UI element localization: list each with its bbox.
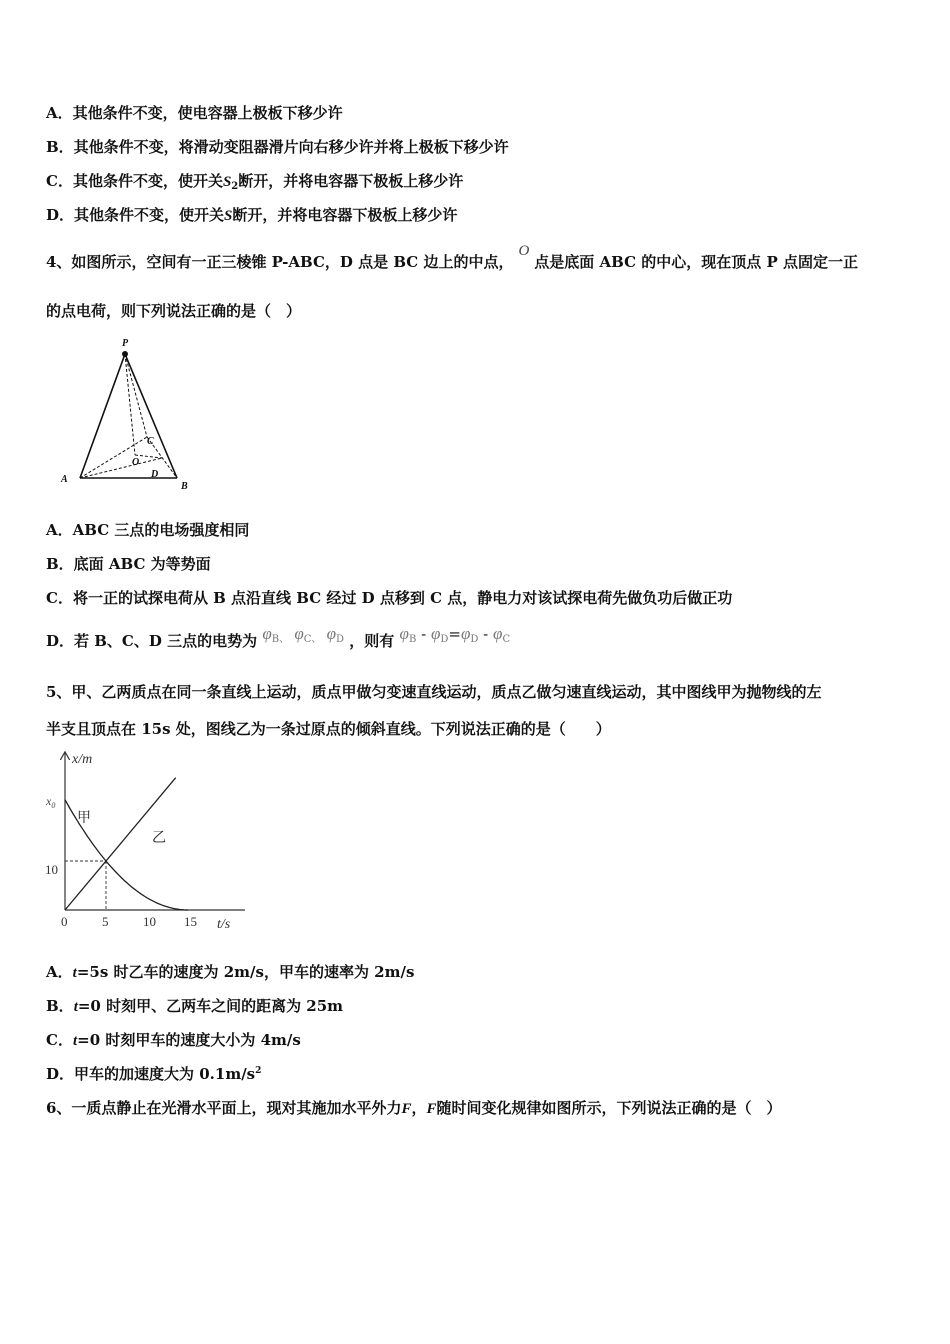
q5-stem-line1: 5、甲、乙两质点在同一条直线上运动，质点甲做匀变速直线运动，质点乙做匀速直线运动，其中图线甲为抛物线的左 (46, 683, 822, 701)
x-tick-label: 0 (61, 914, 68, 929)
q5-stem-line2: 半支且顶点在 15s 处，图线乙为一条过原点的倾斜直线。下列说法正确的是（ ） (46, 720, 611, 738)
q5-option-a: A．t=5s 时乙车的速度为 2m/s，甲车的速率为 2m/s (46, 963, 415, 981)
x-axis-label: t/s (217, 917, 231, 932)
q5-option-b: B．t=0 时刻甲、乙两车之间的距离为 25m (46, 997, 344, 1015)
series-yi-label: 乙 (152, 831, 166, 846)
q6-stem: 6、一质点静止在光滑水平面上，现对其施加水平外力F，F随时间变化规律如图所示，下列说法正确的是（ ） (46, 1099, 782, 1117)
q3-option-d: D．其他条件不变，使开关S断开，并将电容器下极板上移少许 (46, 206, 458, 224)
q4-option-b: B．底面 ABC 为等势面 (46, 555, 211, 573)
q4-stem-line2: 的点电荷，则下列说法正确的是（ ） (46, 302, 302, 320)
q4-stem-line1: 4、如图所示，空间有一正三棱锥 P-ABC，D 点是 BC 边上的中点，O点是底面 ABC 的中心，现在顶点 P 点固定一正 (46, 243, 858, 271)
label-d: D (151, 469, 159, 480)
x0-label: $x_0$ (46, 794, 56, 810)
q3-option-a: A．其他条件不变，使电容器上极板下移少许 (46, 104, 343, 122)
q4-option-d: D．若 B、C、D 三点的电势为 $\varphi_{B、}$ $\varphi_{C、}$ $\varphi_D$ ，则有 $\varphi_B - \varphi_D=\varphi_D - \varphi_C$ (46, 624, 511, 650)
q4-option-c: C．将一正的试探电荷从 B 点沿直线 BC 经过 D 点移到 C 点，静电力对该试探电荷先做负功后做正功 (46, 589, 733, 607)
x-tick-label: 15 (184, 914, 197, 929)
q5-option-c: C．t=0 时刻甲车的速度大小为 4m/s (46, 1031, 301, 1049)
q5-option-d: D．甲车的加速度大为 $0.1m/s^2$ (46, 1065, 262, 1083)
label-c: C (147, 436, 154, 447)
pyramid-figure (55, 335, 205, 495)
y-tick-10: 10 (45, 862, 58, 877)
q3-option-b: B．其他条件不变，将滑动变阻器滑片向右移少许并将上极板下移少许 (46, 138, 509, 156)
x-tick-label: 10 (143, 914, 156, 929)
q3-option-c: C．其他条件不变，使开关$S_2$断开，并将电容器下极板上移少许 (46, 172, 464, 192)
xt-graph (40, 745, 260, 935)
y-axis-label: x/m (72, 752, 93, 767)
label-o: O (132, 457, 140, 468)
x-tick-label: 5 (102, 914, 109, 929)
label-a: A (61, 474, 68, 485)
o-symbol: O (518, 243, 530, 259)
q4-option-a: A．ABC 三点的电场强度相同 (46, 521, 250, 539)
label-p: P (122, 338, 129, 349)
series-jia-label: 甲 (77, 811, 91, 826)
label-b: B (181, 481, 188, 492)
